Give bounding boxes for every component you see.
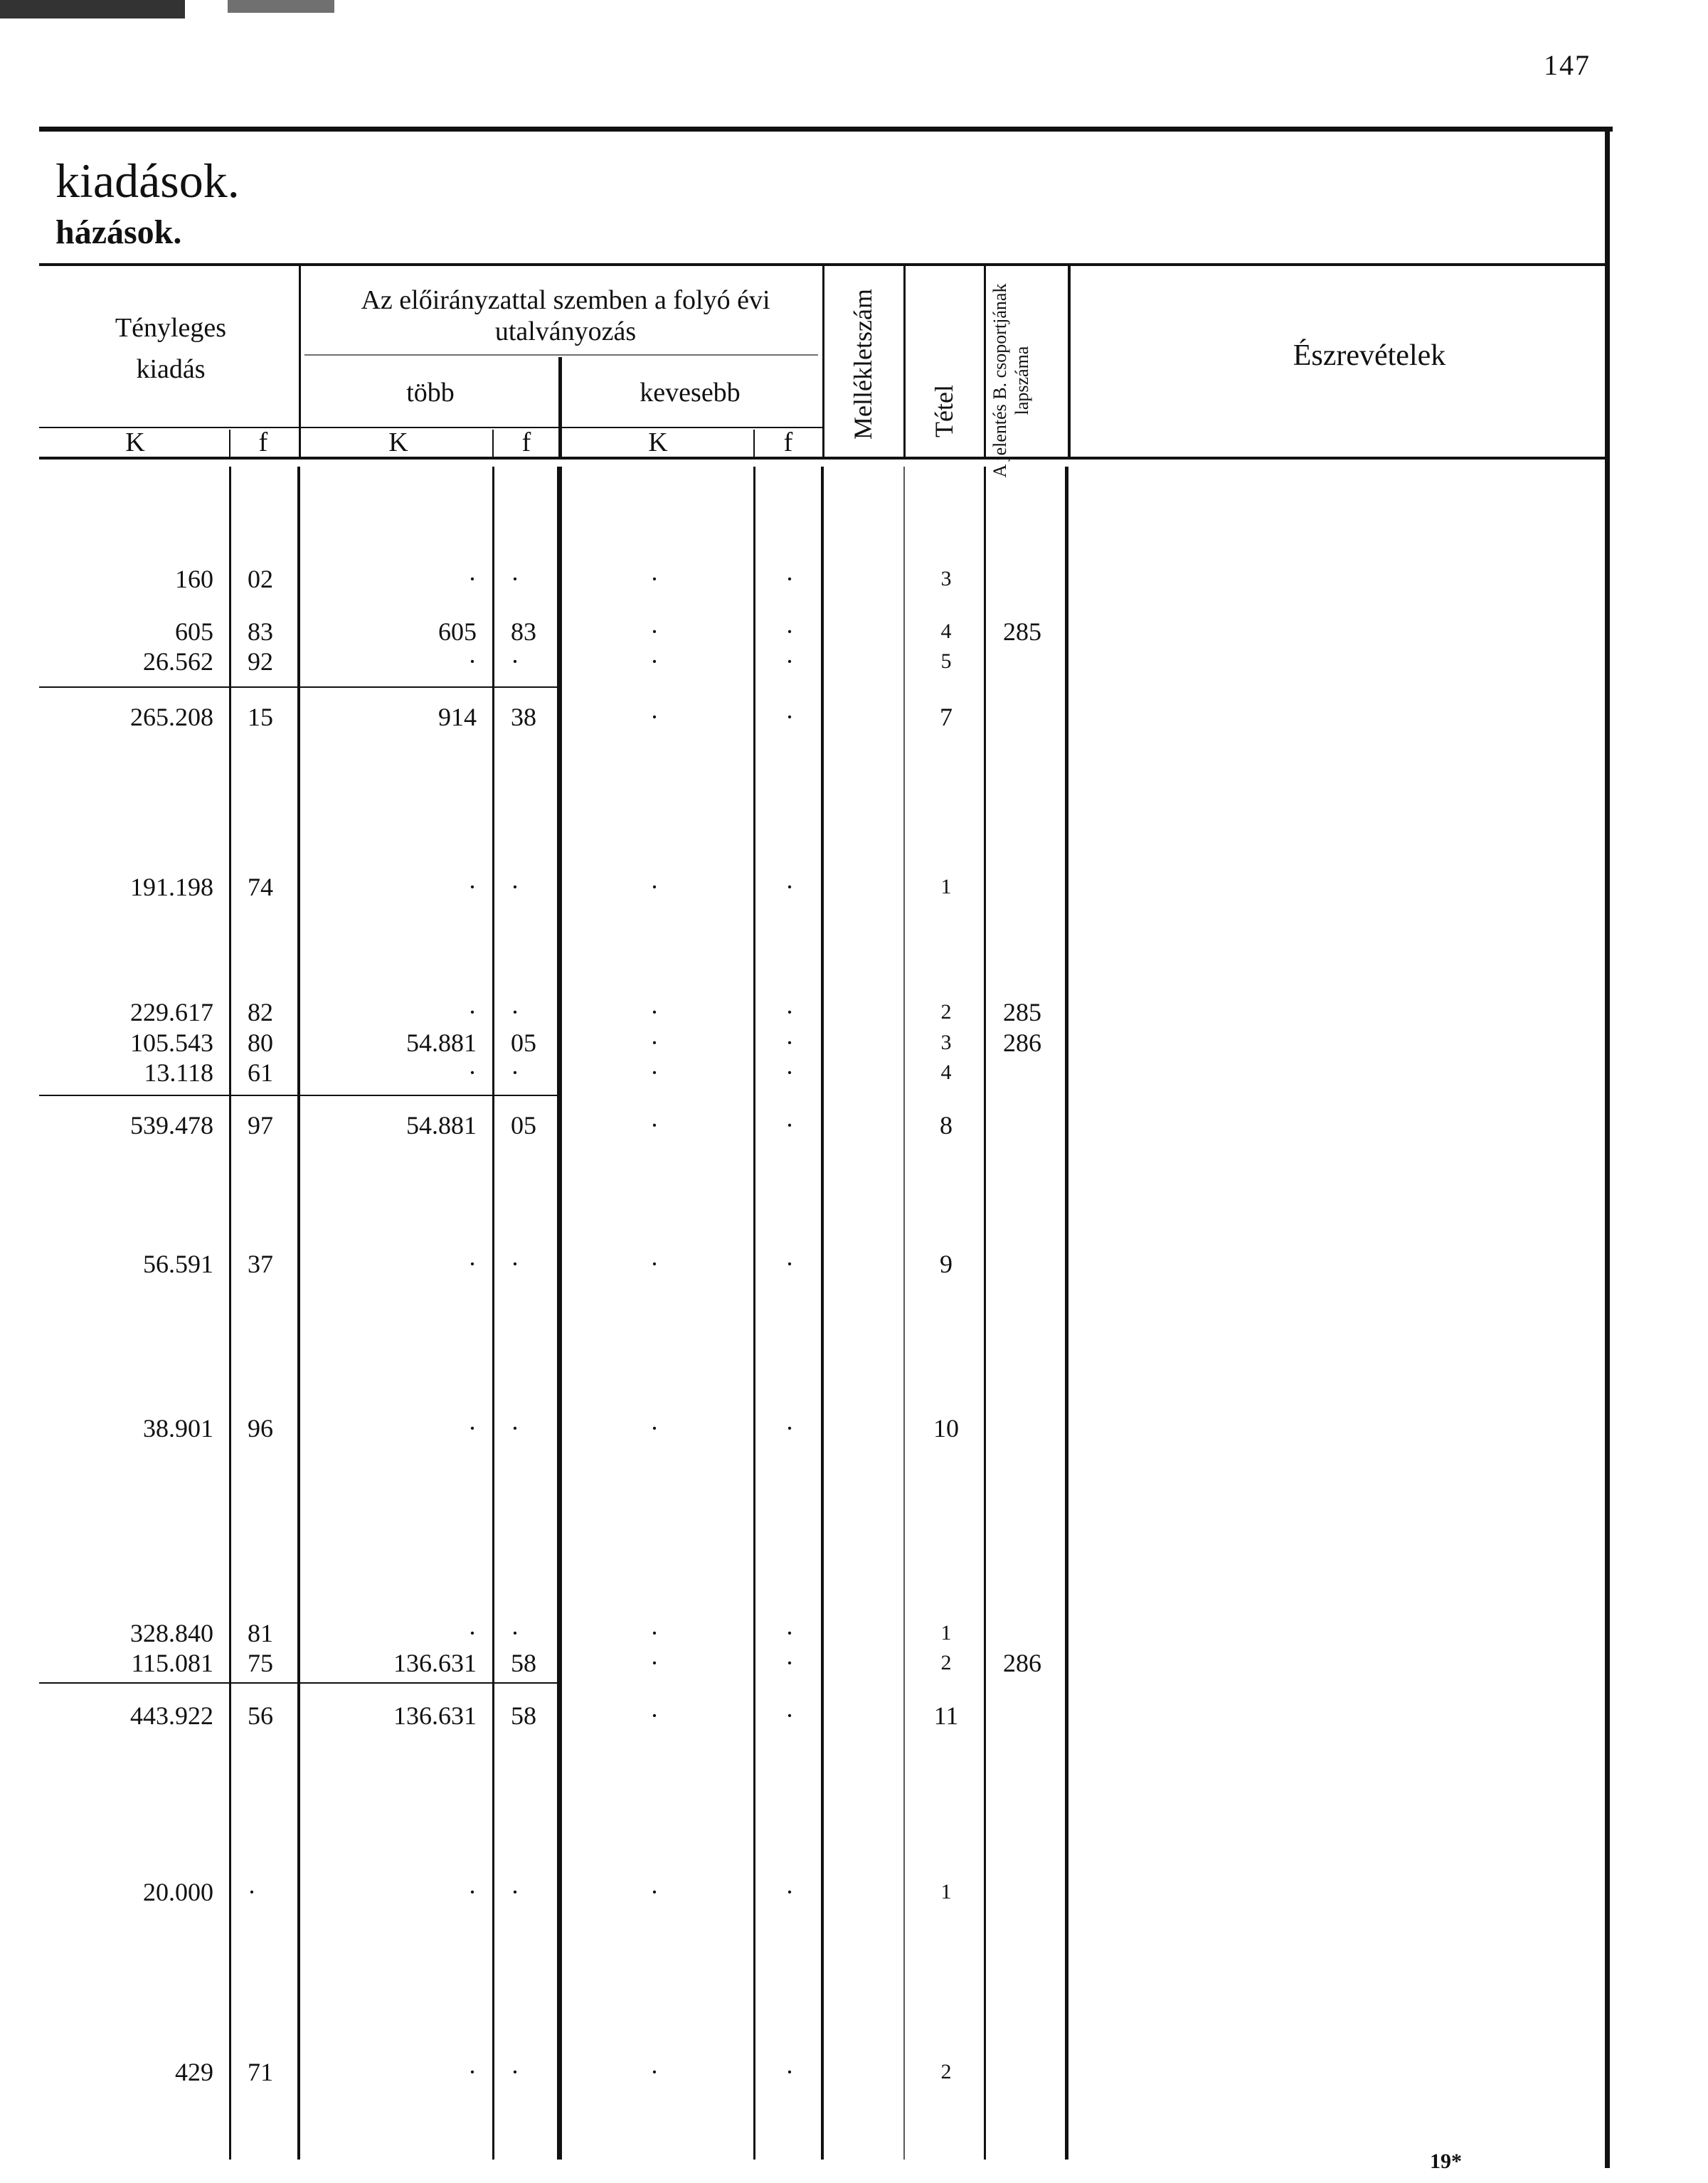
header-report-page: [989, 277, 1060, 484]
cell-more-f: 83: [511, 617, 536, 646]
cell-actual-f: ·: [248, 1878, 256, 1906]
cell-less-k: ·: [650, 565, 659, 593]
cell-item: 4: [940, 620, 952, 643]
cell-less-f: ·: [785, 1619, 794, 1647]
cell-less-f: ·: [785, 703, 794, 731]
unit-f-actual: f: [258, 427, 268, 457]
cell-more-k: 136.631: [393, 1701, 477, 1730]
cell-less-k: ·: [650, 1619, 659, 1647]
subtotal-rule: [39, 1682, 557, 1684]
cell-more-f: ·: [511, 1250, 519, 1278]
cell-actual-f: 02: [248, 565, 273, 593]
unit-sep: [492, 430, 494, 457]
cell-less-f: ·: [785, 2058, 794, 2086]
cell-item: 5: [940, 649, 952, 673]
cell-more-f: 58: [511, 1649, 536, 1677]
cell-less-f: ·: [785, 1878, 794, 1906]
header-more: több: [406, 378, 455, 408]
body-vline: [229, 467, 231, 2160]
page-number: 147: [1544, 49, 1591, 81]
cell-actual-f: 61: [248, 1058, 273, 1087]
cell-more-k: 605: [438, 617, 477, 646]
unit-k-more: K: [388, 427, 408, 457]
header-vline: [299, 265, 301, 458]
cell-more-k: 914: [438, 703, 477, 731]
cell-actual-k: 229.617: [130, 998, 213, 1026]
unit-k-less: K: [648, 427, 668, 457]
cell-actual-k: 328.840: [130, 1619, 213, 1647]
cell-more-f: ·: [511, 1878, 519, 1906]
cell-actual-f: 83: [248, 617, 273, 646]
cell-actual-f: 96: [248, 1414, 273, 1443]
cell-more-k: 136.631: [393, 1649, 477, 1677]
cell-more-f: ·: [511, 565, 519, 593]
title-sub: házások.: [55, 213, 182, 251]
cell-less-f: ·: [785, 998, 794, 1026]
cell-actual-k: 160: [175, 565, 213, 593]
header-vline: [822, 265, 824, 458]
cell-actual-k: 38.901: [143, 1414, 213, 1443]
cell-item: 10: [933, 1414, 959, 1443]
cell-item: 3: [940, 567, 952, 590]
cell-more-k: ·: [468, 1414, 477, 1443]
cell-item: 2: [940, 1000, 952, 1024]
cell-item: 8: [940, 1111, 953, 1140]
body-vline: [821, 467, 824, 2160]
cell-more-k: 54.881: [406, 1029, 477, 1057]
cell-less-f: ·: [785, 647, 794, 676]
cell-actual-f: 37: [248, 1250, 273, 1278]
header-less: kevesebb: [640, 378, 741, 408]
unit-sep: [229, 430, 230, 457]
cell-less-k: ·: [650, 1029, 659, 1057]
body-vline: [753, 467, 755, 2160]
cell-actual-k: 56.591: [143, 1250, 213, 1278]
header-report-page-text: A jelentés B. csoportjának lapszáma: [990, 283, 1032, 478]
header-remarks: Észrevételek: [1293, 339, 1446, 372]
header-vline: [903, 265, 906, 458]
cell-item: 1: [940, 1880, 952, 1903]
cell-actual-k: 115.081: [131, 1649, 213, 1677]
cell-item: 7: [940, 703, 953, 731]
cell-less-k: ·: [650, 703, 659, 731]
cell-actual-f: 75: [248, 1649, 273, 1677]
cell-actual-k: 20.000: [143, 1878, 213, 1906]
footer-mark: 19*: [1430, 2150, 1462, 2173]
cell-actual-f: 92: [248, 647, 273, 676]
cell-actual-f: 97: [248, 1111, 273, 1140]
unit-f-less: f: [783, 427, 793, 457]
body-vline: [984, 467, 986, 2160]
unit-f-more: f: [521, 427, 531, 457]
cell-actual-k: 191.198: [130, 873, 213, 901]
cell-less-k: ·: [650, 1111, 659, 1140]
right-border: [1605, 127, 1610, 2168]
cell-actual-k: 265.208: [130, 703, 213, 731]
cell-actual-k: 105.543: [130, 1029, 213, 1057]
cell-less-k: ·: [650, 873, 659, 901]
cell-less-f: ·: [785, 1649, 794, 1677]
cell-actual-k: 429: [175, 2058, 213, 2086]
cell-less-f: ·: [785, 1058, 794, 1087]
cell-more-k: ·: [468, 998, 477, 1026]
cell-actual-k: 443.922: [130, 1701, 213, 1730]
cell-report-page: 285: [1003, 617, 1041, 646]
cell-less-k: ·: [650, 1701, 659, 1730]
cell-less-k: ·: [650, 617, 659, 646]
cell-more-k: ·: [468, 1878, 477, 1906]
cell-more-k: ·: [468, 2058, 477, 2086]
cell-more-f: 58: [511, 1701, 536, 1730]
body-vline: [297, 467, 300, 2160]
cell-more-f: 05: [511, 1111, 536, 1140]
cell-more-k: ·: [468, 1250, 477, 1278]
cell-item: 3: [940, 1031, 952, 1054]
header-vline: [1068, 265, 1071, 458]
cell-less-k: ·: [650, 998, 659, 1026]
cell-actual-k: 605: [175, 617, 213, 646]
cell-more-k: ·: [468, 565, 477, 593]
cell-item: 1: [940, 1621, 952, 1645]
cell-less-k: ·: [650, 1414, 659, 1443]
cell-report-page: 286: [1003, 1649, 1041, 1677]
cell-more-f: ·: [511, 998, 519, 1026]
cell-actual-f: 81: [248, 1619, 273, 1647]
cell-less-k: ·: [650, 1250, 659, 1278]
scan-artifact: [0, 0, 185, 18]
cell-actual-f: 71: [248, 2058, 273, 2086]
cell-less-k: ·: [650, 2058, 659, 2086]
cell-more-k: ·: [468, 1058, 477, 1087]
cell-actual-k: 539.478: [130, 1111, 213, 1140]
subtotal-rule: [39, 1095, 557, 1096]
top-rule: [39, 127, 1613, 132]
body-vline-bold: [557, 467, 562, 2160]
cell-actual-k: 13.118: [144, 1058, 213, 1087]
cell-more-f: 38: [511, 703, 536, 731]
header-actual-spend: Tényleges kiadás: [115, 313, 227, 384]
cell-less-f: ·: [785, 1414, 794, 1443]
cell-less-f: ·: [785, 873, 794, 901]
scan-artifact: [228, 0, 334, 13]
cell-less-f: ·: [785, 617, 794, 646]
cell-actual-f: 74: [248, 873, 273, 901]
cell-item: 9: [940, 1250, 953, 1278]
header-item: Tétel: [930, 385, 958, 437]
body-vline-bold: [1065, 467, 1068, 2160]
cell-more-f: 05: [511, 1029, 536, 1057]
cell-actual-k: 26.562: [143, 647, 213, 676]
cell-less-k: ·: [650, 647, 659, 676]
cell-actual-f: 82: [248, 998, 273, 1026]
cell-less-k: ·: [650, 1878, 659, 1906]
body-vline: [903, 467, 905, 2160]
subtotal-rule: [39, 686, 557, 688]
cell-actual-f: 56: [248, 1701, 273, 1730]
cell-more-k: ·: [468, 1619, 477, 1647]
cell-item: 4: [940, 1061, 952, 1084]
cell-more-f: ·: [511, 1414, 519, 1443]
cell-more-f: ·: [511, 1058, 519, 1087]
cell-item: 2: [940, 1651, 952, 1674]
header-comparison: Az előirányzattal szemben a folyó évi utalványozás: [361, 285, 770, 346]
cell-more-f: ·: [511, 647, 519, 676]
cell-more-f: ·: [511, 2058, 519, 2086]
cell-more-f: ·: [511, 1619, 519, 1647]
cell-less-f: ·: [785, 565, 794, 593]
comparison-dash-rule: [304, 354, 818, 356]
cell-more-k: 54.881: [406, 1111, 477, 1140]
cell-less-k: ·: [650, 1649, 659, 1677]
cell-less-f: ·: [785, 1250, 794, 1278]
cell-report-page: 286: [1003, 1029, 1041, 1057]
header-vline: [984, 265, 986, 458]
cell-item: 1: [940, 875, 952, 898]
body-vline: [492, 467, 494, 2160]
title-main: kiadások.: [55, 154, 240, 208]
cell-report-page: 285: [1003, 998, 1041, 1026]
cell-item: 11: [933, 1701, 959, 1730]
cell-less-f: ·: [785, 1111, 794, 1140]
cell-less-f: ·: [785, 1029, 794, 1057]
cell-item: 2: [940, 2060, 952, 2083]
cell-more-f: ·: [511, 873, 519, 901]
cell-actual-f: 80: [248, 1029, 273, 1057]
unit-sep: [753, 430, 755, 457]
unit-k-actual: K: [125, 427, 145, 457]
more-less-divider: [558, 357, 562, 458]
header-attachment-no: Mellékletszám: [849, 289, 877, 440]
cell-more-k: ·: [468, 647, 477, 676]
cell-less-f: ·: [785, 1701, 794, 1730]
cell-actual-f: 15: [248, 703, 273, 731]
cell-more-k: ·: [468, 873, 477, 901]
cell-less-k: ·: [650, 1058, 659, 1087]
